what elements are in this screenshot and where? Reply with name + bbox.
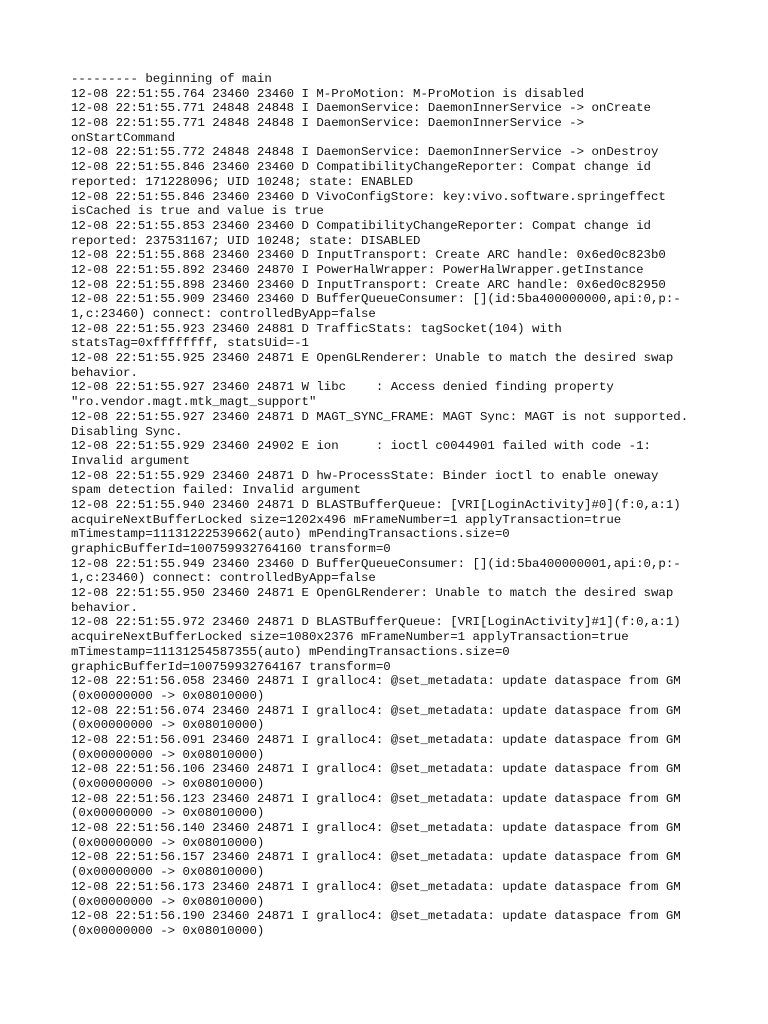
log-text-block bbox=[71, 72, 728, 939]
log-line: 12-08 22:51:55.927 23460 24871 W libc : Access denied finding property bbox=[71, 380, 614, 395]
log-line: 12-08 22:51:55.898 23460 23460 D InputTransport: Create ARC handle: 0x6ed0c82950 bbox=[71, 277, 666, 292]
log-line: (0x00000000 -> 0x08010000) bbox=[71, 806, 265, 821]
log-line: 12-08 22:51:55.925 23460 24871 E OpenGLRenderer: Unable to match the desired swap bbox=[71, 351, 674, 366]
log-line: 12-08 22:51:55.929 23460 24902 E ion : ioctl c0044901 failed with code -1: bbox=[71, 439, 651, 454]
log-line: 12-08 22:51:55.772 24848 24848 I DaemonService: DaemonInnerService -> onDestroy bbox=[71, 145, 659, 160]
log-line: spam detection failed: Invalid argument bbox=[71, 483, 361, 498]
log-line: behavior. bbox=[71, 365, 138, 380]
log-line: behavior. bbox=[71, 600, 138, 615]
log-line: (0x00000000 -> 0x08010000) bbox=[71, 688, 265, 703]
log-line: acquireNextBufferLocked size=1202x496 mFrameNumber=1 applyTransaction=true bbox=[71, 512, 622, 527]
log-line: 12-08 22:51:55.771 24848 24848 I DaemonService: DaemonInnerService -> bbox=[71, 116, 585, 131]
log-line: 12-08 22:51:55.949 23460 23460 D BufferQueueConsumer: [](id:5ba400000001,api:0,p:- bbox=[71, 556, 681, 571]
log-line: (0x00000000 -> 0x08010000) bbox=[71, 718, 265, 733]
log-line: 12-08 22:51:55.940 23460 24871 D BLASTBufferQueue: [VRI[LoginActivity]#0](f:0,a:1) bbox=[71, 497, 681, 512]
log-line: --------- beginning of main bbox=[71, 72, 272, 86]
log-line: 12-08 22:51:55.972 23460 24871 D BLASTBufferQueue: [VRI[LoginActivity]#1](f:0,a:1) bbox=[71, 615, 681, 630]
log-line: 12-08 22:51:55.892 23460 24870 I PowerHalWrapper: PowerHalWrapper.getInstance bbox=[71, 262, 644, 277]
log-line: 12-08 22:51:55.909 23460 23460 D BufferQueueConsumer: [](id:5ba400000000,api:0,p:- bbox=[71, 292, 681, 307]
log-line: (0x00000000 -> 0x08010000) bbox=[71, 865, 265, 880]
log-line: reported: 237531167; UID 10248; state: DISABLED bbox=[71, 233, 421, 248]
log-line: 12-08 22:51:56.140 23460 24871 I gralloc4: @set_metadata: update dataspace from GM bbox=[71, 821, 681, 836]
log-line: 12-08 22:51:56.157 23460 24871 I gralloc4: @set_metadata: update dataspace from GM bbox=[71, 850, 681, 865]
log-line: 12-08 22:51:55.764 23460 23460 I M-ProMotion: M-ProMotion is disabled bbox=[71, 86, 585, 101]
log-line: 1,c:23460) connect: controlledByApp=false bbox=[71, 307, 376, 321]
log-line: graphicBufferId=100759932764160 transform=0 bbox=[71, 542, 391, 556]
log-line: 12-08 22:51:55.868 23460 23460 D InputTransport: Create ARC handle: 0x6ed0c823b0 bbox=[71, 248, 666, 263]
log-line: 12-08 22:51:55.771 24848 24848 I DaemonService: DaemonInnerService -> onCreate bbox=[71, 101, 651, 116]
log-line: mTimestamp=11131254587355(auto) mPendingTransactions.size=0 bbox=[71, 644, 510, 659]
log-line: (0x00000000 -> 0x08010000) bbox=[71, 777, 265, 791]
log-line: 12-08 22:51:55.929 23460 24871 D hw-ProcessState: Binder ioctl to enable oneway bbox=[71, 468, 659, 483]
log-line: onStartCommand bbox=[71, 130, 176, 145]
log-line: 12-08 22:51:56.190 23460 24871 I gralloc4: @set_metadata: update dataspace from GM bbox=[71, 909, 681, 924]
log-line: (0x00000000 -> 0x08010000) bbox=[71, 894, 265, 909]
log-line: "ro.vendor.magt.mtk_magt_support" bbox=[71, 395, 317, 410]
log-line: 12-08 22:51:55.846 23460 23460 D CompatibilityChangeReporter: Compat change id bbox=[71, 160, 651, 175]
log-line: 12-08 22:51:56.106 23460 24871 I gralloc4: @set_metadata: update dataspace from GM bbox=[71, 762, 681, 777]
log-line: 12-08 22:51:55.927 23460 24871 D MAGT_SYNC_FRAME: MAGT Sync: MAGT is not supported. bbox=[71, 409, 689, 424]
log-line: (0x00000000 -> 0x08010000) bbox=[71, 923, 265, 938]
log-line: 12-08 22:51:56.091 23460 24871 I gralloc4: @set_metadata: update dataspace from GM bbox=[71, 732, 681, 747]
log-line: 12-08 22:51:56.173 23460 24871 I gralloc4: @set_metadata: update dataspace from GM bbox=[71, 879, 681, 894]
log-line: Invalid argument bbox=[71, 453, 190, 468]
log-line: isCached is true and value is true bbox=[71, 204, 324, 219]
log-line: statsTag=0xffffffff, statsUid=-1 bbox=[71, 336, 309, 351]
log-line: 1,c:23460) connect: controlledByApp=false bbox=[71, 571, 376, 586]
log-line: 12-08 22:51:55.846 23460 23460 D VivoConfigStore: key:vivo.software.springeffect bbox=[71, 189, 666, 204]
log-line: graphicBufferId=100759932764167 transform=0 bbox=[71, 659, 391, 674]
log-line: 12-08 22:51:56.123 23460 24871 I gralloc4: @set_metadata: update dataspace from GM bbox=[71, 791, 681, 806]
log-line: acquireNextBufferLocked size=1080x2376 mFrameNumber=1 applyTransaction=true bbox=[71, 630, 629, 645]
log-line: (0x00000000 -> 0x08010000) bbox=[71, 747, 265, 762]
log-line: 12-08 22:51:55.853 23460 23460 D CompatibilityChangeReporter: Compat change id bbox=[71, 218, 651, 233]
log-line: mTimestamp=11131222539662(auto) mPendingTransactions.size=0 bbox=[71, 527, 510, 542]
log-line: 12-08 22:51:56.074 23460 24871 I gralloc4: @set_metadata: update dataspace from GM bbox=[71, 703, 681, 718]
log-line: 12-08 22:51:55.950 23460 24871 E OpenGLRenderer: Unable to match the desired swap bbox=[71, 586, 674, 601]
log-line: reported: 171228096; UID 10248; state: ENABLED bbox=[71, 174, 414, 189]
log-line: 12-08 22:51:55.923 23460 24881 D TrafficStats: tagSocket(104) with bbox=[71, 321, 562, 336]
log-line: Disabling Sync. bbox=[71, 424, 183, 439]
log-line: (0x00000000 -> 0x08010000) bbox=[71, 835, 265, 850]
log-line: 12-08 22:51:56.058 23460 24871 I gralloc4: @set_metadata: update dataspace from GM bbox=[71, 674, 681, 689]
